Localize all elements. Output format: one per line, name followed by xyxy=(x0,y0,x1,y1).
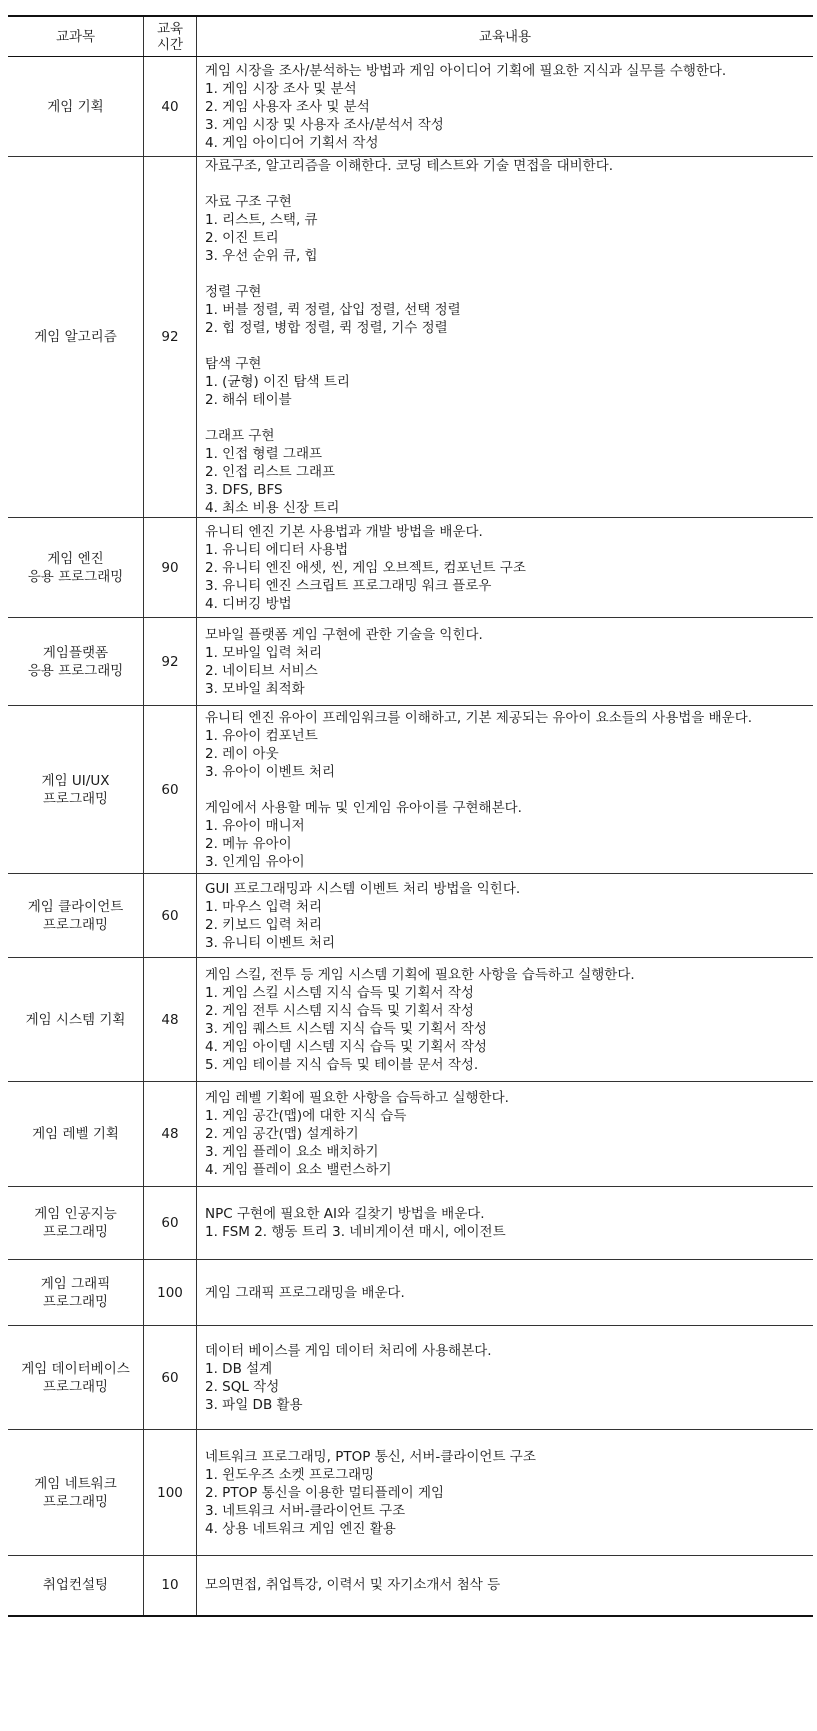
content-line: 5. 게임 테이블 지식 습득 및 테이블 문서 작성. xyxy=(205,1056,479,1073)
content-line: 2. 해쉬 테이블 xyxy=(205,392,292,408)
content-line: 게임 스킬, 전투 등 게임 시스템 기획에 필요한 사항을 습득하고 실행한다. xyxy=(205,966,635,983)
subject-line: 취업컨설팅 xyxy=(42,1577,109,1594)
hours-cell: 100 xyxy=(144,1430,197,1556)
content-line: 2. PTOP 통신을 이용한 멀티플레이 게임 xyxy=(205,1484,445,1501)
content-line: 게임 그래픽 프로그래밍을 배운다. xyxy=(205,1284,405,1301)
table-row xyxy=(8,1556,813,1616)
table-row xyxy=(8,157,813,518)
content-line: 4. 최소 비용 신장 트리 xyxy=(205,500,340,516)
content-cell xyxy=(197,706,814,874)
table-row xyxy=(8,958,813,1082)
curriculum-table xyxy=(8,15,813,1617)
content-cell xyxy=(197,1187,814,1260)
table-row xyxy=(8,706,813,874)
subject-line: 게임 레벨 기획 xyxy=(32,1126,119,1142)
subject-line: 게임 UI/UX xyxy=(41,772,110,789)
content-line: 2. 네이티브 서비스 xyxy=(205,662,318,679)
content-line: 데이터 베이스를 게임 데이터 처리에 사용해본다. xyxy=(205,1342,492,1359)
table-row xyxy=(8,874,813,958)
content-line: 2. 힙 정렬, 병합 정렬, 퀵 정렬, 기수 정렬 xyxy=(205,320,448,336)
subject-line: 게임 클라이언트 xyxy=(27,898,124,915)
content-line: 4. 게임 플레이 요소 밸런스하기 xyxy=(205,1162,392,1178)
content-line: 2. 레이 아웃 xyxy=(205,745,279,762)
subject-line: 게임 데이터베이스 xyxy=(21,1360,130,1377)
header-hours xyxy=(144,16,197,57)
subject-cell xyxy=(8,618,144,706)
content-line: 유니티 엔진 유아이 프레임워크를 이해하고, 기본 제공되는 유아이 요소들의 사용법을 배운다. xyxy=(205,709,753,726)
subject-line: 게임 네트워크 xyxy=(34,1475,117,1492)
hours-cell: 60 xyxy=(144,1187,197,1260)
content-line: 탐색 구현 xyxy=(205,356,262,372)
content-line: 2. 메뉴 유아이 xyxy=(205,835,292,852)
content-line: 유니티 엔진 기본 사용법과 개발 방법을 배운다. xyxy=(205,523,483,540)
content-cell xyxy=(197,1326,814,1430)
header-content: 교육내용 xyxy=(197,16,814,57)
content-line: 네트워크 프로그래밍, PTOP 통신, 서버-클라이언트 구조 xyxy=(205,1448,536,1465)
header-hours-line1: 교육 xyxy=(156,20,184,37)
table-row xyxy=(8,1326,813,1430)
subject-line: 프로그래밍 xyxy=(42,916,109,933)
subject-line: 응용 프로그래밍 xyxy=(27,662,124,679)
content-line: NPC 구현에 필요한 AI와 길찾기 방법을 배운다. xyxy=(205,1206,485,1222)
hours-cell: 48 xyxy=(144,958,197,1082)
subject-cell xyxy=(8,1187,144,1260)
content-line: 1. DB 설계 xyxy=(205,1360,273,1377)
hours-cell: 60 xyxy=(144,706,197,874)
curriculum-table-wrapper xyxy=(8,15,813,1617)
content-cell xyxy=(197,1082,814,1187)
content-line: 3. 유아이 이벤트 처리 xyxy=(205,763,336,780)
content-line: 1. 게임 공간(맵)에 대한 지식 습득 xyxy=(205,1108,407,1124)
content-line: 게임 시장을 조사/분석하는 방법과 게임 아이디어 기획에 필요한 지식과 실무를 수행한다. xyxy=(205,62,727,79)
content-spacer xyxy=(205,265,813,283)
subject-cell xyxy=(8,706,144,874)
subject-line: 프로그래밍 xyxy=(42,1493,109,1510)
content-line: 1. 윈도우즈 소켓 프로그래밍 xyxy=(205,1466,375,1483)
table-row xyxy=(8,1082,813,1187)
content-cell xyxy=(197,958,814,1082)
content-cell xyxy=(197,57,814,157)
content-line: 1. 유아이 컴포넌트 xyxy=(205,727,318,744)
content-line: 2. 게임 공간(맵) 설계하기 xyxy=(205,1126,359,1142)
content-line: 3. 게임 플레이 요소 배치하기 xyxy=(205,1144,379,1160)
table-row xyxy=(8,1260,813,1326)
subject-cell xyxy=(8,1430,144,1556)
content-line: 3. 유니티 이벤트 처리 xyxy=(205,934,336,951)
content-line: 정렬 구현 xyxy=(205,284,262,300)
content-line: 3. 게임 시장 및 사용자 조사/분석서 작성 xyxy=(205,116,444,133)
hours-cell: 40 xyxy=(144,57,197,157)
hours-cell: 60 xyxy=(144,874,197,958)
subject-cell xyxy=(8,157,144,518)
subject-line: 프로그래밍 xyxy=(42,790,109,807)
hours-cell: 60 xyxy=(144,1326,197,1430)
table-row xyxy=(8,618,813,706)
content-line: 2. 게임 사용자 조사 및 분석 xyxy=(205,98,370,115)
subject-line: 게임 인공지능 xyxy=(34,1206,117,1222)
subject-line: 게임 그래픽 xyxy=(40,1275,111,1292)
subject-cell xyxy=(8,958,144,1082)
content-line: 1. 유아이 매니저 xyxy=(205,817,305,834)
content-line: 4. 게임 아이템 시스템 지식 습득 및 기획서 작성 xyxy=(205,1038,487,1055)
table-body xyxy=(8,57,813,1616)
content-line: 2. 이진 트리 xyxy=(205,230,279,246)
subject-cell xyxy=(8,874,144,958)
content-line: 1. (균형) 이진 탐색 트리 xyxy=(205,374,350,390)
hours-cell: 92 xyxy=(144,157,197,518)
hours-cell: 92 xyxy=(144,618,197,706)
content-line: 4. 디버깅 방법 xyxy=(205,595,292,612)
table-row xyxy=(8,57,813,157)
content-line: 1. 모바일 입력 처리 xyxy=(205,644,323,661)
subject-line: 응용 프로그래밍 xyxy=(27,568,124,585)
content-line: GUI 프로그래밍과 시스템 이벤트 처리 방법을 익힌다. xyxy=(205,880,521,897)
header-hours-line2: 시간 xyxy=(156,36,184,53)
content-spacer xyxy=(205,409,813,427)
content-cell xyxy=(197,1260,814,1326)
subject-line: 게임 엔진 xyxy=(47,550,104,567)
content-line: 자료 구조 구현 xyxy=(205,194,292,210)
content-line: 3. DFS, BFS xyxy=(205,482,283,498)
content-line: 1. 게임 스킬 시스템 지식 습득 및 기획서 작성 xyxy=(205,984,474,1001)
content-line: 자료구조, 알고리즘을 이해한다. 코딩 테스트와 기술 면접을 대비한다. xyxy=(205,158,614,174)
hours-cell: 90 xyxy=(144,518,197,618)
content-spacer xyxy=(205,337,813,355)
content-line: 2. SQL 작성 xyxy=(205,1378,280,1395)
content-line: 1. 게임 시장 조사 및 분석 xyxy=(205,80,357,97)
content-line: 1. 인접 형렬 그래프 xyxy=(205,446,323,462)
content-cell xyxy=(197,518,814,618)
subject-cell xyxy=(8,1082,144,1187)
content-line: 2. 인접 리스트 그래프 xyxy=(205,464,336,480)
content-line: 4. 게임 아이디어 기획서 작성 xyxy=(205,134,379,151)
content-spacer xyxy=(205,175,813,193)
content-line: 1. 유니티 에디터 사용법 xyxy=(205,541,349,558)
subject-line: 게임플랫폼 xyxy=(42,644,109,661)
content-line: 3. 인게임 유아이 xyxy=(205,853,305,870)
content-line: 게임 레벨 기획에 필요한 사항을 습득하고 실행한다. xyxy=(205,1090,509,1106)
content-line: 모의면접, 취업특강, 이력서 및 자기소개서 첨삭 등 xyxy=(205,1577,501,1594)
table-header-row xyxy=(8,16,813,57)
subject-line: 게임 알고리즘 xyxy=(34,329,117,345)
content-line: 4. 상용 네트워크 게임 엔진 활용 xyxy=(205,1520,396,1537)
content-line: 3. 유니티 엔진 스크립트 프로그래밍 워크 플로우 xyxy=(205,577,492,594)
hours-cell: 48 xyxy=(144,1082,197,1187)
content-line: 게임에서 사용할 메뉴 및 인게임 유아이를 구현해본다. xyxy=(205,799,522,816)
subject-cell xyxy=(8,1260,144,1326)
subject-line: 게임 기획 xyxy=(47,98,104,115)
content-line: 1. FSM 2. 행동 트리 3. 네비게이션 매시, 에이전트 xyxy=(205,1224,506,1240)
content-cell xyxy=(197,618,814,706)
content-line: 3. 파일 DB 활용 xyxy=(205,1396,303,1413)
subject-cell xyxy=(8,1556,144,1616)
subject-cell xyxy=(8,1326,144,1430)
subject-cell xyxy=(8,57,144,157)
subject-line: 프로그래밍 xyxy=(42,1224,109,1240)
hours-cell: 100 xyxy=(144,1260,197,1326)
content-line: 2. 키보드 입력 처리 xyxy=(205,916,323,933)
content-cell xyxy=(197,874,814,958)
content-line: 2. 유니티 엔진 애셋, 씬, 게임 오브젝트, 컴포넌트 구조 xyxy=(205,559,526,576)
table-row xyxy=(8,1187,813,1260)
content-line: 1. 리스트, 스택, 큐 xyxy=(205,212,318,228)
header-subject: 교과목 xyxy=(8,16,144,57)
content-line: 3. 네트워크 서버-클라이언트 구조 xyxy=(205,1502,406,1519)
content-line: 그래프 구현 xyxy=(205,428,275,444)
hours-cell: 10 xyxy=(144,1556,197,1616)
table-row xyxy=(8,518,813,618)
content-cell xyxy=(197,157,814,518)
content-line: 3. 우선 순위 큐, 힙 xyxy=(205,248,318,264)
subject-line: 프로그래밍 xyxy=(42,1378,109,1395)
content-line: 3. 게임 퀘스트 시스템 지식 습득 및 기획서 작성 xyxy=(205,1020,487,1037)
subject-cell xyxy=(8,518,144,618)
content-spacer xyxy=(205,781,813,799)
content-line: 2. 게임 전투 시스템 지식 습득 및 기획서 작성 xyxy=(205,1002,474,1019)
content-cell xyxy=(197,1556,814,1616)
content-line: 1. 버블 정렬, 퀵 정렬, 삽입 정렬, 선택 정렬 xyxy=(205,302,461,318)
content-line: 1. 마우스 입력 처리 xyxy=(205,898,323,915)
subject-line: 프로그래밍 xyxy=(42,1293,109,1310)
content-cell xyxy=(197,1430,814,1556)
content-line: 3. 모바일 최적화 xyxy=(205,680,305,697)
table-row xyxy=(8,1430,813,1556)
content-line: 모바일 플랫폼 게임 구현에 관한 기술을 익힌다. xyxy=(205,626,483,643)
subject-line: 게임 시스템 기획 xyxy=(25,1011,126,1028)
